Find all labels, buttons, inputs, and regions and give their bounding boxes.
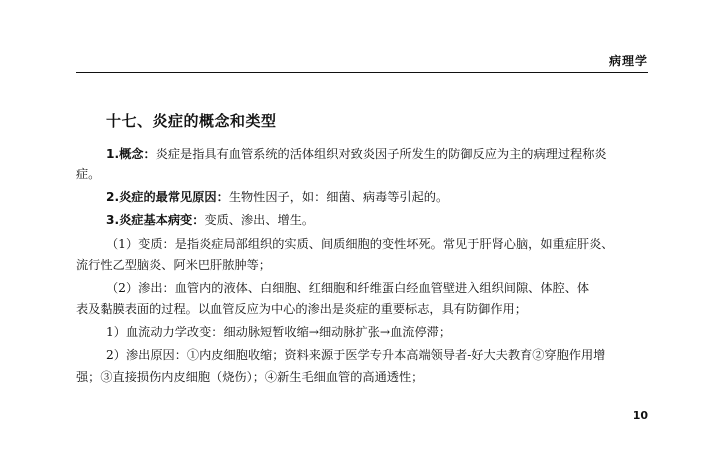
page-number: 10 <box>632 409 648 422</box>
paragraph-exudation-causes-line2: 强；③直接损伤内皮细胞（烧伤）；④新生毛细血管的高通透性； <box>76 370 424 384</box>
header-rule <box>76 72 648 73</box>
basic-lesions-text: 变质、渗出、增生。 <box>204 213 315 227</box>
concept-label: 1.概念： <box>106 147 156 161</box>
cause-label: 2.炎症的最常见原因： <box>106 190 229 204</box>
paragraph-exudation-causes-line1: 2）渗出原因：①内皮细胞收缩；资料来源于医学专升本高端领导者-好大夫教育②穿胞作用增 <box>106 348 606 362</box>
paragraph-cause <box>106 189 448 205</box>
basic-lesions-label: 3.炎症基本病变： <box>106 213 205 227</box>
paragraph-concept-line2: 症。 <box>76 167 101 181</box>
paragraph-exudation-line2: 表及黏膜表面的过程。以血管反应为中心的渗出是炎症的重要标志，具有防御作用； <box>76 302 527 316</box>
paragraph-basic-lesions <box>106 212 314 228</box>
concept-text: 炎症是指具有血管系统的活体组织对致炎因子所发生的防御反应为主的病理过程称炎 <box>155 147 607 161</box>
paragraph-exudation-line1: （2）渗出：血管内的液体、白细胞、红细胞和纤维蛋白经血管壁进入组织间隙、体腔、体 <box>106 281 590 295</box>
paragraph-hemodynamics: 1）血流动力学改变：细动脉短暂收缩→细动脉扩张→血流停滞； <box>106 325 452 339</box>
cause-text: 生物性因子，如：细菌、病毒等引起的。 <box>228 190 449 204</box>
paragraph-concept-line1 <box>106 146 607 162</box>
paragraph-alteration-line1: （1）变质：是指炎症局部组织的实质、间质细胞的变性坏死。常见于肝肾心脑，如重症肝炎、 <box>106 237 614 251</box>
section-heading: 十七、炎症的概念和类型 <box>106 112 277 130</box>
paragraph-alteration-line2: 流行性乙型脑炎、阿米巴肝脓肿等； <box>76 258 271 272</box>
running-header-title: 病理学 <box>608 54 648 68</box>
